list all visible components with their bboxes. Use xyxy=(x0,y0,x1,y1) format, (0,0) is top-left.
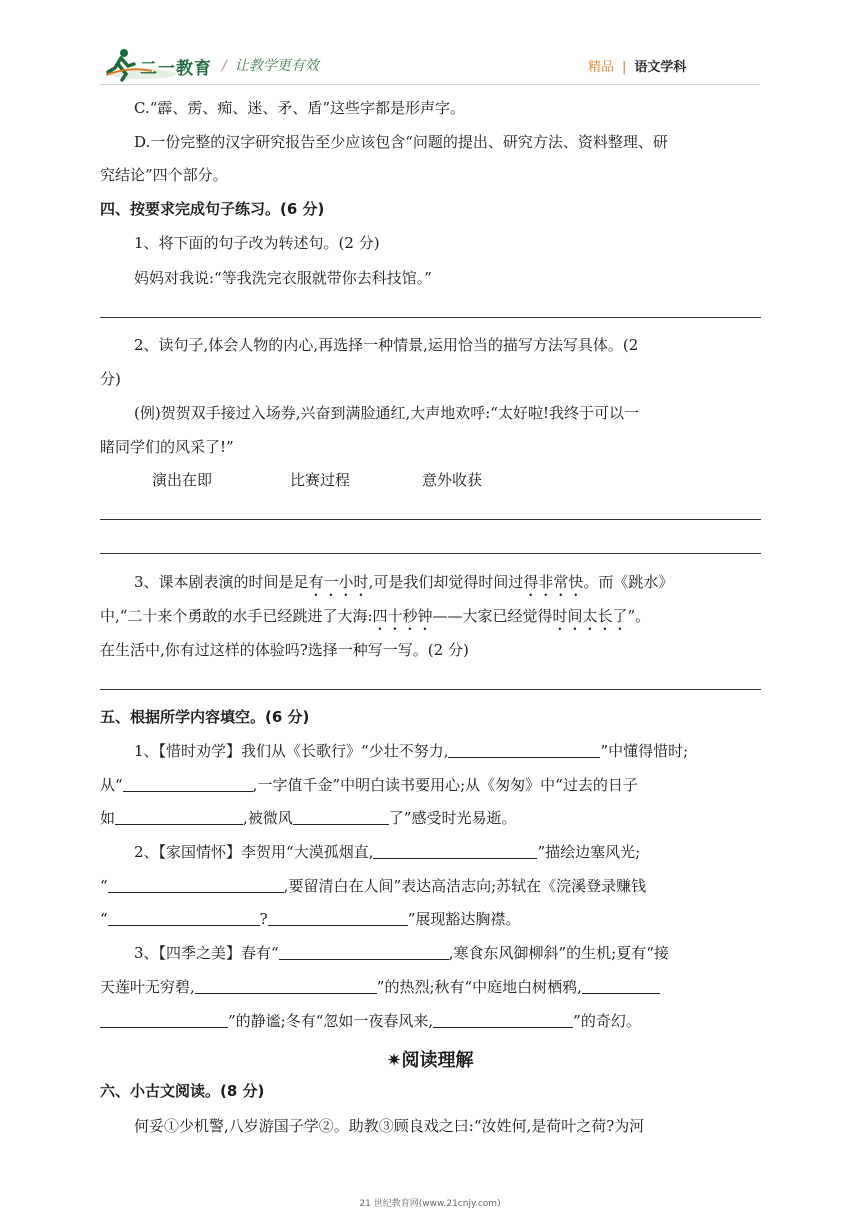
fill-3-line2: 天莲叶无穷碧, ”的热烈;秋有“中庭地白树栖鸦, xyxy=(100,977,660,997)
section-4-heading: 四、按要求完成句子练习。(6 分) xyxy=(100,200,325,218)
q2-example-line2: 睹同学们的风采了!” xyxy=(100,438,234,456)
q2-prompt-line2: 分) xyxy=(100,370,121,388)
passage-line1: 何妥①少机警,八岁游国子学②。助教③顾良戏之曰:“汝姓何,是荷叶之荷?为河 xyxy=(134,1117,645,1135)
blank[interactable] xyxy=(582,978,660,994)
blank[interactable] xyxy=(373,843,537,859)
q1-answer-line[interactable] xyxy=(100,317,761,318)
q3-line2: 中,“二十来个勇敢的水手已经跳进了大海:四十秒钟——大家已经觉得时间太长了”。 xyxy=(100,607,651,625)
fill-2-line2: “ ,要留清白在人间”表达高洁志向;苏轼在《浣溪登录赚钱 xyxy=(100,877,647,895)
blank[interactable] xyxy=(195,978,377,994)
section-5-heading: 五、根据所学内容填空。(6 分) xyxy=(100,708,310,726)
fill-2-line1: 2、【家国情怀】李贺用“大漠孤烟直, ”描绘边塞风光; xyxy=(134,843,641,861)
q3-answer-line[interactable] xyxy=(100,689,761,690)
slogan-text: 让教学更有效 xyxy=(234,58,319,74)
blank[interactable] xyxy=(100,1012,228,1028)
fill-1-line3: 如 ,被微风 了”感受时光易逝。 xyxy=(100,809,517,827)
q1-prompt: 1、将下面的句子改为转述句。(2 分) xyxy=(134,234,380,252)
blank[interactable] xyxy=(433,1012,573,1028)
q3-line3: 在生活中,你有过这样的体验吗?选择一种写一写。(2 分) xyxy=(100,641,469,659)
header-divider xyxy=(100,84,760,85)
option-c: C.“霹、雳、痴、迷、矛、盾”这些字都是形声字。 xyxy=(134,99,466,117)
blank[interactable] xyxy=(268,910,408,926)
logo-text: 二一教育 xyxy=(140,59,212,79)
blank[interactable] xyxy=(108,877,284,893)
fill-3-line1: 3、【四季之美】春有“ ,寒食东风御柳斜”的生机;夏有“接 xyxy=(134,944,669,962)
slogan: / 让教学更有效 xyxy=(222,58,319,74)
subject-label: 语文学科 xyxy=(634,60,687,75)
reading-section-title: ✷阅读理解 xyxy=(386,1050,474,1071)
blank[interactable] xyxy=(279,944,449,960)
page-header xyxy=(0,0,860,86)
blank[interactable] xyxy=(108,910,260,926)
blank[interactable] xyxy=(123,776,253,792)
option-d-line2: 究结论”四个部分。 xyxy=(100,166,228,184)
q2-answer-line-1[interactable] xyxy=(100,519,761,520)
page-footer: 21 世纪教育网(www.21cnjy.com) xyxy=(359,1199,501,1209)
scenario-option-3: 意外收获 xyxy=(422,471,483,489)
scenario-option-2: 比赛过程 xyxy=(290,471,351,489)
q2-answer-line-2[interactable] xyxy=(100,553,761,554)
fill-1-line1: 1、【惜时劝学】我们从《长歌行》“少壮不努力, ”中懂得惜时; xyxy=(134,742,689,760)
scenario-option-1: 演出在即 xyxy=(152,471,213,489)
q2-example-line1: (例)贺贺双手接过入场券,兴奋到满脸通红,大声地欢呼:“太好啦!我终于可以一 xyxy=(134,404,639,422)
blank[interactable] xyxy=(448,742,600,758)
fill-2-line3: “ ? ”展现豁达胸襟。 xyxy=(100,910,521,928)
blank[interactable] xyxy=(293,809,389,825)
fill-1-line2: 从“ ,一字值千金”中明白读书要用心;从《匆匆》中“过去的日子 xyxy=(100,776,638,794)
q2-prompt-line1: 2、读句子,体会人物的内心,再选择一种情景,运用恰当的描写方法写具体。(2 xyxy=(134,336,639,354)
option-d-line1: D.一份完整的汉字研究报告至少应该包含“问题的提出、研究方法、资料整理、研 xyxy=(134,133,668,151)
premium-label: 精品 xyxy=(588,60,615,75)
section-6-heading: 六、小古文阅读。(8 分) xyxy=(100,1082,265,1100)
subject-tag xyxy=(588,56,686,75)
fill-3-line3: ”的静谧;冬有“忽如一夜春风来, ”的奇幻。 xyxy=(100,1011,641,1031)
tag-separator: | xyxy=(622,60,627,75)
blank[interactable] xyxy=(115,809,243,825)
q3-line1: 3、课本剧表演的时间是足有一小时,可是我们却觉得时间过得非常快。而《跳水》 xyxy=(134,573,674,591)
q1-sentence: 妈妈对我说:“等我洗完衣服就带你去科技馆。” xyxy=(134,269,432,287)
